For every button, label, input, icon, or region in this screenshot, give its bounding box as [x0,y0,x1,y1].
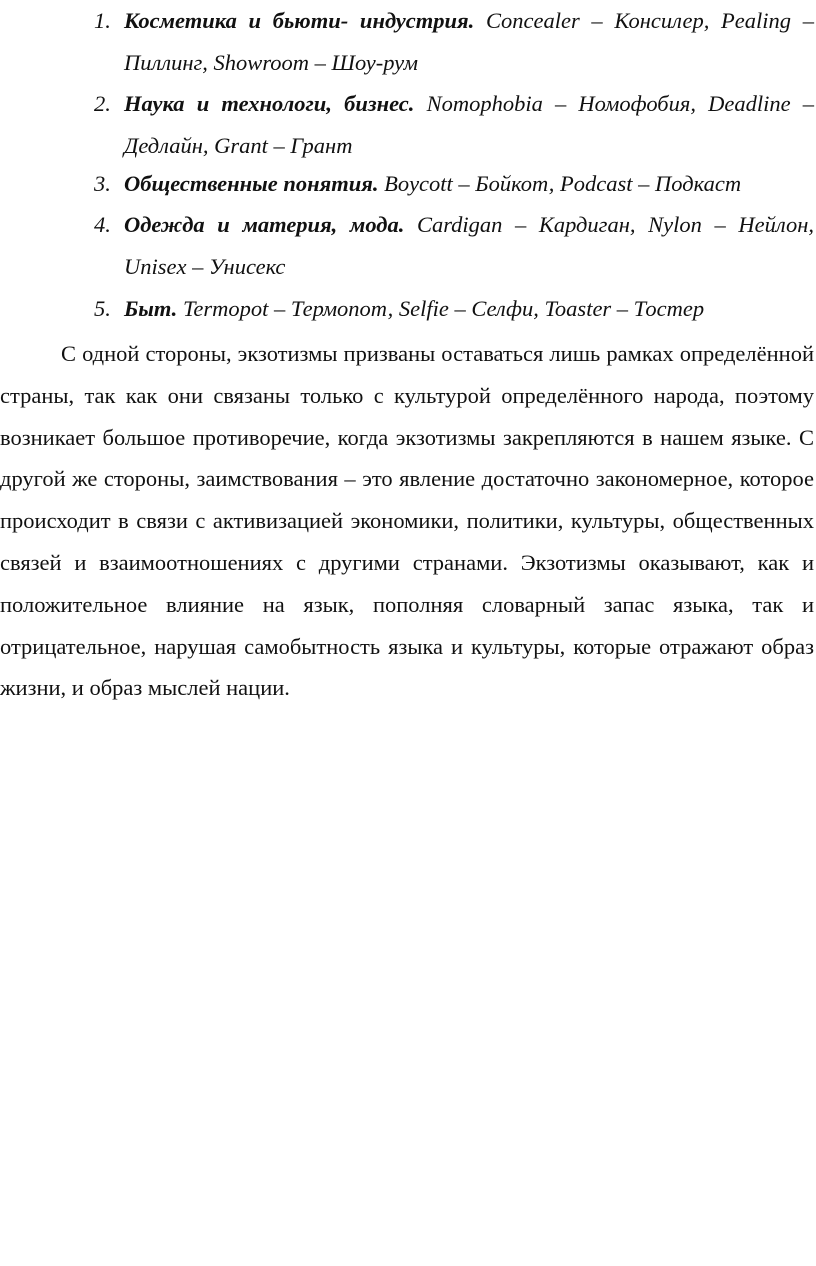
list-item [0,163,816,205]
list-item-heading: Общественные понятия. [124,171,379,196]
list-item-number: 2. [94,91,111,116]
list-item-heading: Косметика и бьюти- индустрия. [124,8,475,33]
list-item-heading: Наука и технологи, бизнес. [124,91,415,116]
list-item-text: Concealer – Консилер, Pealing – Пиллинг, Showroom – Шоу-рум [124,8,814,75]
list-item-heading: Одежда и материя, мода. [124,212,405,237]
list-item-heading: Быт. [124,296,178,321]
list-item [0,0,816,83]
list-item-number: 5. [94,296,111,321]
list-item-text: Boycott – Бойкот, Podcast – Подкаст [378,171,742,196]
list-item-text: Cardigan – Кардиган, Nylon – Нейлон, Unisex – Унисекс [124,212,814,279]
list-item-number: 1. [94,8,111,33]
list-item [0,204,816,287]
list-item-number: 4. [94,212,111,237]
list-item [0,288,816,330]
list-item-text: Nomophobia – Номофобия, Deadline – Дедлайн, Grant – Грант [124,91,814,158]
list-item-number: 3. [94,171,111,196]
list-item [0,83,816,166]
list-item-text: Termopot – Термопот, Selfie – Селфи, Toaster – Тостер [177,296,705,321]
body-paragraph: С одной стороны, экзотизмы призваны оставаться лишь рамках определённой страны, так как они связаны только с культурой определённого народа, поэтому возникает большое противоречие, когда экзотизмы закрепляются в нашем языке. С другой же стороны, заимствования – это явление достаточно закономерное, которое происходит в связи с активизацией экономики, политики, культуры, общественных связей и взаимоотношениях с другими странами. Экзотизмы оказывают, как и положительное влияние на язык, пополняя словарный запас языка, так и отрицательное, нарушая самобытность языка и культуры, которые отражают образ жизни, и образ мыслей нации. [0,341,814,701]
